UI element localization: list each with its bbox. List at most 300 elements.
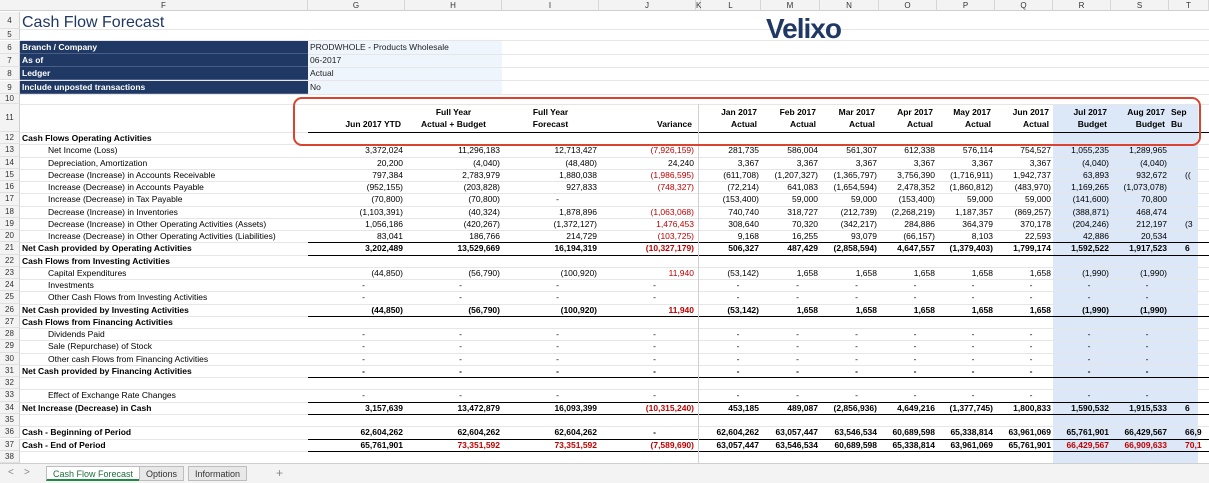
column-header-g[interactable]: G — [308, 0, 405, 11]
column-header-j[interactable]: J — [599, 0, 696, 11]
cell-value[interactable]: - — [1145, 390, 1149, 401]
cell-value[interactable]: 487,429 — [787, 243, 818, 254]
cell-value[interactable]: (72,214) — [727, 182, 759, 193]
cell-value[interactable]: - — [736, 292, 740, 303]
cell-value[interactable]: 65,338,814 — [950, 427, 993, 438]
row-header-22[interactable]: 22 — [0, 255, 20, 267]
param-value[interactable]: 06-2017 — [310, 55, 342, 65]
column-header-s[interactable]: S — [1111, 0, 1169, 11]
cell-value[interactable]: 3,372,024 — [365, 145, 403, 156]
cell-value[interactable]: 1,658 — [855, 267, 877, 278]
cell-value[interactable]: (1,365,797) — [833, 169, 877, 180]
param-value[interactable]: PRODWHOLE - Products Wholesale — [310, 42, 449, 52]
cell-value[interactable]: (70,800) — [371, 194, 403, 205]
column-header-f[interactable]: F — [20, 0, 308, 11]
row-header-15[interactable]: 15 — [0, 169, 20, 181]
cell-value[interactable]: - — [736, 280, 740, 291]
cell-value[interactable]: (342,217) — [840, 218, 877, 229]
cell-value[interactable]: - — [362, 329, 365, 340]
cell-value[interactable]: 3,367 — [971, 157, 993, 168]
row-header-17[interactable]: 17 — [0, 193, 20, 205]
cell-value[interactable]: (2,268,219) — [891, 206, 935, 217]
cell-value[interactable]: (1,986,595) — [650, 169, 694, 180]
cell-value[interactable]: 3,157,639 — [365, 402, 403, 413]
cell-value[interactable]: 73,351,592 — [457, 439, 500, 450]
row-header-35[interactable]: 35 — [0, 414, 20, 426]
cell-value[interactable]: - — [971, 329, 975, 340]
cell-value[interactable]: - — [913, 365, 917, 376]
cell-value[interactable]: 6 — [1185, 243, 1190, 254]
row-header-8[interactable]: 8 — [0, 67, 20, 80]
cell-value[interactable]: 1,942,737 — [1013, 169, 1051, 180]
cell-value[interactable]: 65,338,814 — [892, 439, 935, 450]
cell-value[interactable]: 318,727 — [787, 206, 818, 217]
cell-value[interactable]: - — [736, 365, 740, 376]
cell-value[interactable]: - — [1087, 341, 1091, 352]
cell-value[interactable]: - — [459, 353, 462, 364]
cell-value[interactable]: - — [1087, 365, 1091, 376]
cell-value[interactable]: 370,178 — [1020, 218, 1051, 229]
cell-value[interactable]: 63,057,447 — [716, 439, 759, 450]
cell-value[interactable]: 59,000 — [851, 194, 877, 205]
cell-value[interactable]: - — [653, 280, 656, 291]
cell-value[interactable]: - — [1145, 329, 1149, 340]
cell-value[interactable]: - — [913, 280, 917, 291]
cell-value[interactable]: 59,000 — [792, 194, 818, 205]
cell-value[interactable]: - — [796, 280, 799, 291]
cell-value[interactable]: 65,761,901 — [1008, 439, 1051, 450]
cell-value[interactable]: 2,783,979 — [462, 169, 500, 180]
cell-value[interactable]: (66,157) — [903, 231, 935, 242]
cell-value[interactable]: 8,103 — [971, 231, 993, 242]
cell-value[interactable]: 11,940 — [668, 267, 694, 278]
cell-value[interactable]: 3,367 — [1029, 157, 1051, 168]
cell-value[interactable]: (1,990) — [1140, 304, 1167, 315]
cell-value[interactable]: 284,886 — [904, 218, 935, 229]
cell-value[interactable]: 63,546,534 — [834, 427, 877, 438]
cell-value[interactable]: 1,658 — [1029, 304, 1051, 315]
cell-value[interactable]: 364,379 — [962, 218, 993, 229]
sheet-tab-cash-flow-forecast[interactable]: Cash Flow Forecast — [46, 466, 140, 481]
cell-value[interactable]: 1,880,038 — [559, 169, 597, 180]
cell-value[interactable]: (103,725) — [657, 231, 694, 242]
cell-value[interactable]: 1,658 — [913, 267, 935, 278]
cell-value[interactable]: 22,593 — [1025, 231, 1051, 242]
cell-value[interactable]: (748,327) — [657, 182, 694, 193]
cell-value[interactable]: - — [362, 292, 365, 303]
cell-value[interactable]: (56,790) — [468, 304, 500, 315]
cell-value[interactable]: 1,915,533 — [1129, 402, 1167, 413]
cell-value[interactable]: - — [796, 292, 799, 303]
cell-value[interactable]: 308,640 — [728, 218, 759, 229]
cell-value[interactable]: (( — [1185, 169, 1191, 180]
cell-value[interactable]: 2,478,352 — [897, 182, 935, 193]
cell-value[interactable]: 1,055,235 — [1071, 145, 1109, 156]
cell-value[interactable]: - — [855, 280, 858, 291]
cell-value[interactable]: 1,056,186 — [365, 218, 403, 229]
cell-value[interactable]: 16,255 — [792, 231, 818, 242]
cell-value[interactable]: 3,202,489 — [365, 243, 403, 254]
cell-value[interactable]: (1,063,068) — [650, 206, 694, 217]
row-header-34[interactable]: 34 — [0, 402, 20, 414]
row-header-25[interactable]: 25 — [0, 291, 20, 303]
cell-value[interactable]: 20,200 — [377, 157, 403, 168]
cell-value[interactable]: (2,858,594) — [833, 243, 877, 254]
cell-value[interactable]: - — [459, 292, 462, 303]
cell-value[interactable]: 212,197 — [1136, 218, 1167, 229]
cell-value[interactable]: (48,480) — [565, 157, 597, 168]
cell-value[interactable]: - — [913, 353, 917, 364]
cell-value[interactable]: 70,1 — [1185, 439, 1202, 450]
cell-value[interactable]: - — [653, 365, 656, 376]
cell-value[interactable]: (2,856,936) — [833, 402, 877, 413]
cell-value[interactable]: (141,600) — [1072, 194, 1109, 205]
cell-value[interactable]: 70,800 — [1141, 194, 1167, 205]
cell-value[interactable]: - — [1029, 365, 1033, 376]
cell-value[interactable]: 59,000 — [1025, 194, 1051, 205]
cell-value[interactable]: 93,079 — [851, 231, 877, 242]
sheet-tab-options[interactable]: Options — [139, 466, 184, 481]
cell-value[interactable]: - — [362, 365, 365, 376]
cell-value[interactable]: - — [736, 353, 740, 364]
row-header-20[interactable]: 20 — [0, 230, 20, 242]
cell-value[interactable]: 60,689,598 — [892, 427, 935, 438]
row-header-30[interactable]: 30 — [0, 353, 20, 365]
row-header-33[interactable]: 33 — [0, 389, 20, 401]
cell-value[interactable]: 186,766 — [469, 231, 500, 242]
column-header-t[interactable]: T — [1169, 0, 1209, 11]
cell-value[interactable]: (100,920) — [560, 304, 597, 315]
cell-value[interactable]: - — [913, 292, 917, 303]
column-header-k[interactable]: K — [696, 1, 702, 10]
cell-value[interactable]: (153,400) — [898, 194, 935, 205]
cell-value[interactable]: 24,240 — [668, 157, 694, 168]
row-header-24[interactable]: 24 — [0, 279, 20, 291]
cell-value[interactable]: - — [362, 353, 365, 364]
cell-value[interactable]: (70,800) — [468, 194, 500, 205]
cell-value[interactable]: 66,909,633 — [1124, 439, 1167, 450]
cell-value[interactable]: (388,871) — [1072, 206, 1109, 217]
param-value[interactable]: Actual — [310, 68, 334, 78]
cell-value[interactable]: 66,429,567 — [1124, 427, 1167, 438]
cell-value[interactable]: - — [1087, 329, 1091, 340]
cell-value[interactable]: 60,689,598 — [834, 439, 877, 450]
cell-value[interactable]: - — [459, 329, 462, 340]
cell-value[interactable]: - — [1029, 390, 1033, 401]
cell-value[interactable]: - — [971, 292, 975, 303]
cell-value[interactable]: 561,307 — [846, 145, 877, 156]
cell-value[interactable]: 612,338 — [904, 145, 935, 156]
cell-value[interactable]: (7,926,159) — [650, 145, 694, 156]
row-header-4[interactable]: 4 — [0, 12, 20, 29]
cell-value[interactable]: - — [556, 365, 559, 376]
cell-value[interactable]: (10,315,240) — [645, 402, 694, 413]
cell-value[interactable]: - — [1087, 280, 1091, 291]
cell-value[interactable]: (1,103,391) — [359, 206, 403, 217]
cell-value[interactable]: (44,850) — [371, 304, 403, 315]
cell-value[interactable]: 62,604,262 — [554, 427, 597, 438]
column-header-q[interactable]: Q — [995, 0, 1053, 11]
cell-value[interactable]: - — [1029, 353, 1033, 364]
cell-value[interactable]: 11,296,183 — [458, 145, 500, 156]
cell-value[interactable]: - — [653, 341, 656, 352]
cell-value[interactable]: 9,168 — [737, 231, 759, 242]
cell-value[interactable]: - — [1145, 353, 1149, 364]
cell-value[interactable]: 1,476,453 — [656, 218, 694, 229]
cell-value[interactable]: - — [1145, 341, 1149, 352]
cell-value[interactable]: (1,860,812) — [949, 182, 993, 193]
row-header-14[interactable]: 14 — [0, 157, 20, 169]
cell-value[interactable]: 1,658 — [1029, 267, 1051, 278]
cell-value[interactable]: - — [1029, 341, 1033, 352]
param-value[interactable]: No — [310, 82, 321, 92]
cell-value[interactable]: 63,057,447 — [775, 427, 818, 438]
cell-value[interactable]: - — [796, 365, 799, 376]
cell-value[interactable]: - — [971, 341, 975, 352]
cell-value[interactable]: - — [653, 329, 656, 340]
cell-value[interactable]: (1,990) — [1082, 304, 1109, 315]
cell-value[interactable]: (7,589,690) — [650, 439, 694, 450]
cell-value[interactable]: (4,040) — [473, 157, 500, 168]
cell-value[interactable]: 1,658 — [796, 267, 818, 278]
cell-value[interactable]: 214,729 — [566, 231, 597, 242]
cell-value[interactable]: - — [1145, 292, 1149, 303]
cell-value[interactable]: 3,367 — [855, 157, 877, 168]
cell-value[interactable]: - — [1087, 390, 1091, 401]
cell-value[interactable]: (40,324) — [468, 206, 500, 217]
cell-value[interactable]: 20,534 — [1141, 231, 1167, 242]
cell-value[interactable]: - — [459, 280, 462, 291]
cell-value[interactable]: 65,761,901 — [360, 439, 403, 450]
cell-value[interactable]: - — [362, 341, 365, 352]
cell-value[interactable]: - — [1087, 353, 1091, 364]
cell-value[interactable]: - — [913, 390, 917, 401]
cell-value[interactable]: 63,961,069 — [1008, 427, 1051, 438]
cell-value[interactable]: (1,073,078) — [1123, 182, 1167, 193]
cell-value[interactable]: 3,756,390 — [897, 169, 935, 180]
cell-value[interactable]: (611,708) — [723, 169, 759, 180]
cell-value[interactable]: - — [362, 390, 365, 401]
cell-value[interactable]: 641,083 — [787, 182, 818, 193]
cell-value[interactable]: - — [855, 292, 858, 303]
row-header-18[interactable]: 18 — [0, 206, 20, 218]
cell-value[interactable]: - — [796, 353, 799, 364]
cell-value[interactable]: (483,970) — [1014, 182, 1051, 193]
cell-value[interactable]: 1,878,896 — [559, 206, 597, 217]
cell-value[interactable]: - — [1029, 280, 1033, 291]
cell-value[interactable]: 13,529,669 — [457, 243, 500, 254]
cell-value[interactable]: 6 — [1185, 402, 1190, 413]
cell-value[interactable]: - — [362, 280, 365, 291]
cell-value[interactable]: 63,961,069 — [950, 439, 993, 450]
column-header-m[interactable]: M — [761, 0, 820, 11]
column-header-p[interactable]: P — [937, 0, 995, 11]
cell-value[interactable]: 1,187,357 — [955, 206, 993, 217]
column-header-i[interactable]: I — [502, 0, 599, 11]
cell-value[interactable]: - — [855, 365, 858, 376]
cell-value[interactable]: (4,040) — [1082, 157, 1109, 168]
cell-value[interactable]: - — [971, 280, 975, 291]
cell-value[interactable]: - — [971, 353, 975, 364]
column-header-r[interactable]: R — [1053, 0, 1111, 11]
cell-value[interactable]: (100,920) — [560, 267, 597, 278]
cell-value[interactable]: 16,194,319 — [554, 243, 597, 254]
cell-value[interactable]: 62,604,262 — [716, 427, 759, 438]
cell-value[interactable]: 4,647,557 — [897, 243, 935, 254]
cell-value[interactable]: (1,990) — [1082, 267, 1109, 278]
row-header-38[interactable]: 38 — [0, 451, 20, 463]
cell-value[interactable]: 70,320 — [792, 218, 818, 229]
cell-value[interactable]: 73,351,592 — [554, 439, 597, 450]
cell-value[interactable]: - — [913, 341, 917, 352]
cell-value[interactable]: 1,658 — [913, 304, 935, 315]
cell-value[interactable]: 16,093,399 — [554, 402, 597, 413]
cell-value[interactable]: - — [556, 353, 559, 364]
cell-value[interactable]: (56,790) — [468, 267, 500, 278]
cell-value[interactable]: (1,990) — [1140, 267, 1167, 278]
cell-value[interactable]: - — [736, 341, 740, 352]
cell-value[interactable]: - — [459, 341, 462, 352]
row-header-13[interactable]: 13 — [0, 144, 20, 156]
row-header-9[interactable]: 9 — [0, 81, 20, 94]
cell-value[interactable]: - — [653, 292, 656, 303]
row-header-31[interactable]: 31 — [0, 365, 20, 377]
cell-value[interactable]: - — [556, 341, 559, 352]
row-header-7[interactable]: 7 — [0, 54, 20, 67]
cell-value[interactable]: - — [556, 329, 559, 340]
cell-value[interactable]: (1,716,911) — [950, 169, 993, 180]
cell-value[interactable]: 468,474 — [1136, 206, 1167, 217]
cell-value[interactable]: 489,087 — [787, 402, 818, 413]
cell-value[interactable]: 63,546,534 — [775, 439, 818, 450]
cell-value[interactable]: 797,384 — [372, 169, 403, 180]
row-header-32[interactable]: 32 — [0, 377, 20, 389]
row-header-19[interactable]: 19 — [0, 218, 20, 230]
cell-value[interactable]: 1,658 — [971, 267, 993, 278]
cell-value[interactable]: - — [796, 341, 799, 352]
cell-value[interactable]: - — [855, 390, 858, 401]
cell-value[interactable]: 3,367 — [913, 157, 935, 168]
cell-value[interactable]: (53,142) — [727, 267, 759, 278]
cell-value[interactable]: 83,041 — [377, 231, 403, 242]
cell-value[interactable]: (204,246) — [1072, 218, 1109, 229]
row-header-11[interactable]: 11 — [0, 104, 20, 132]
cell-value[interactable]: - — [556, 280, 559, 291]
cell-value[interactable]: - — [971, 390, 975, 401]
cell-value[interactable]: 13,472,879 — [457, 402, 500, 413]
row-header-16[interactable]: 16 — [0, 181, 20, 193]
cell-value[interactable]: 453,185 — [728, 402, 759, 413]
cell-value[interactable]: 3,367 — [796, 157, 818, 168]
row-header-29[interactable]: 29 — [0, 340, 20, 352]
column-header-l[interactable]: L — [701, 0, 761, 11]
cell-value[interactable]: (4,040) — [1140, 157, 1167, 168]
cell-value[interactable]: (869,257) — [1014, 206, 1051, 217]
cell-value[interactable]: - — [653, 390, 656, 401]
row-header-5[interactable]: 5 — [0, 29, 20, 40]
column-header-o[interactable]: O — [879, 0, 937, 11]
cell-value[interactable]: (203,828) — [463, 182, 500, 193]
cell-value[interactable]: 1,917,523 — [1129, 243, 1167, 254]
cell-value[interactable]: (1,377,745) — [949, 402, 993, 413]
cell-value[interactable]: (1,654,594) — [833, 182, 877, 193]
cell-value[interactable]: - — [556, 194, 559, 205]
cell-value[interactable]: - — [971, 365, 975, 376]
cell-value[interactable]: - — [796, 329, 799, 340]
cell-value[interactable]: 1,590,532 — [1071, 402, 1109, 413]
cell-value[interactable]: - — [1145, 365, 1149, 376]
cell-value[interactable]: 42,886 — [1083, 231, 1109, 242]
cell-value[interactable]: 63,893 — [1083, 169, 1109, 180]
cell-value[interactable]: 62,604,262 — [360, 427, 403, 438]
cell-value[interactable]: 65,761,901 — [1066, 427, 1109, 438]
cell-value[interactable]: - — [653, 353, 656, 364]
tab-prev-icon[interactable]: < — [8, 467, 14, 478]
cell-value[interactable]: 281,735 — [728, 145, 759, 156]
cell-value[interactable]: - — [736, 390, 740, 401]
cell-value[interactable]: 927,833 — [566, 182, 597, 193]
cell-value[interactable]: - — [459, 390, 462, 401]
cell-value[interactable]: 740,740 — [728, 206, 759, 217]
cell-value[interactable]: 576,114 — [962, 145, 993, 156]
row-header-6[interactable]: 6 — [0, 41, 20, 54]
cell-value[interactable]: - — [736, 329, 740, 340]
cell-value[interactable]: - — [1029, 329, 1033, 340]
row-header-23[interactable]: 23 — [0, 267, 20, 279]
cell-value[interactable]: - — [556, 390, 559, 401]
cell-value[interactable]: 66,429,567 — [1066, 439, 1109, 450]
cell-value[interactable]: - — [796, 390, 799, 401]
cell-value[interactable]: (1,372,127) — [553, 218, 597, 229]
cell-value[interactable]: (212,739) — [840, 206, 877, 217]
cell-value[interactable]: 62,604,262 — [457, 427, 500, 438]
cell-value[interactable]: (952,155) — [366, 182, 403, 193]
cell-value[interactable]: 1,169,265 — [1071, 182, 1109, 193]
row-header-28[interactable]: 28 — [0, 328, 20, 340]
cell-value[interactable]: - — [1145, 280, 1149, 291]
cell-value[interactable]: (10,327,179) — [645, 243, 694, 254]
cell-value[interactable]: (420,267) — [463, 218, 500, 229]
cell-value[interactable]: 586,004 — [787, 145, 818, 156]
cell-value[interactable]: 506,327 — [728, 243, 759, 254]
cell-value[interactable]: - — [855, 353, 858, 364]
cell-value[interactable]: 1,592,522 — [1071, 243, 1109, 254]
cell-value[interactable]: (153,400) — [722, 194, 759, 205]
cell-value[interactable]: 4,649,216 — [897, 402, 935, 413]
cell-value[interactable]: (53,142) — [727, 304, 759, 315]
cell-value[interactable]: - — [913, 329, 917, 340]
cell-value[interactable]: 66,9 — [1185, 427, 1202, 438]
column-header-h[interactable]: H — [405, 0, 502, 11]
row-header-27[interactable]: 27 — [0, 316, 20, 328]
cell-value[interactable]: (1,379,403) — [949, 243, 993, 254]
cell-value[interactable]: - — [556, 292, 559, 303]
cell-value[interactable]: - — [653, 427, 656, 438]
column-header-n[interactable]: N — [820, 0, 879, 11]
row-header-21[interactable]: 21 — [0, 242, 20, 254]
cell-value[interactable]: 932,672 — [1136, 169, 1167, 180]
cell-value[interactable]: - — [855, 329, 858, 340]
cell-value[interactable]: (1,207,327) — [774, 169, 818, 180]
cell-value[interactable]: 12,713,427 — [554, 145, 597, 156]
cell-value[interactable]: (3 — [1185, 218, 1193, 229]
cell-value[interactable]: 3,367 — [737, 157, 759, 168]
row-header-26[interactable]: 26 — [0, 304, 20, 316]
add-sheet-icon[interactable]: + — [276, 466, 284, 480]
cell-value[interactable]: - — [1087, 292, 1091, 303]
cell-value[interactable]: (44,850) — [371, 267, 403, 278]
cell-value[interactable]: 1,658 — [855, 304, 877, 315]
